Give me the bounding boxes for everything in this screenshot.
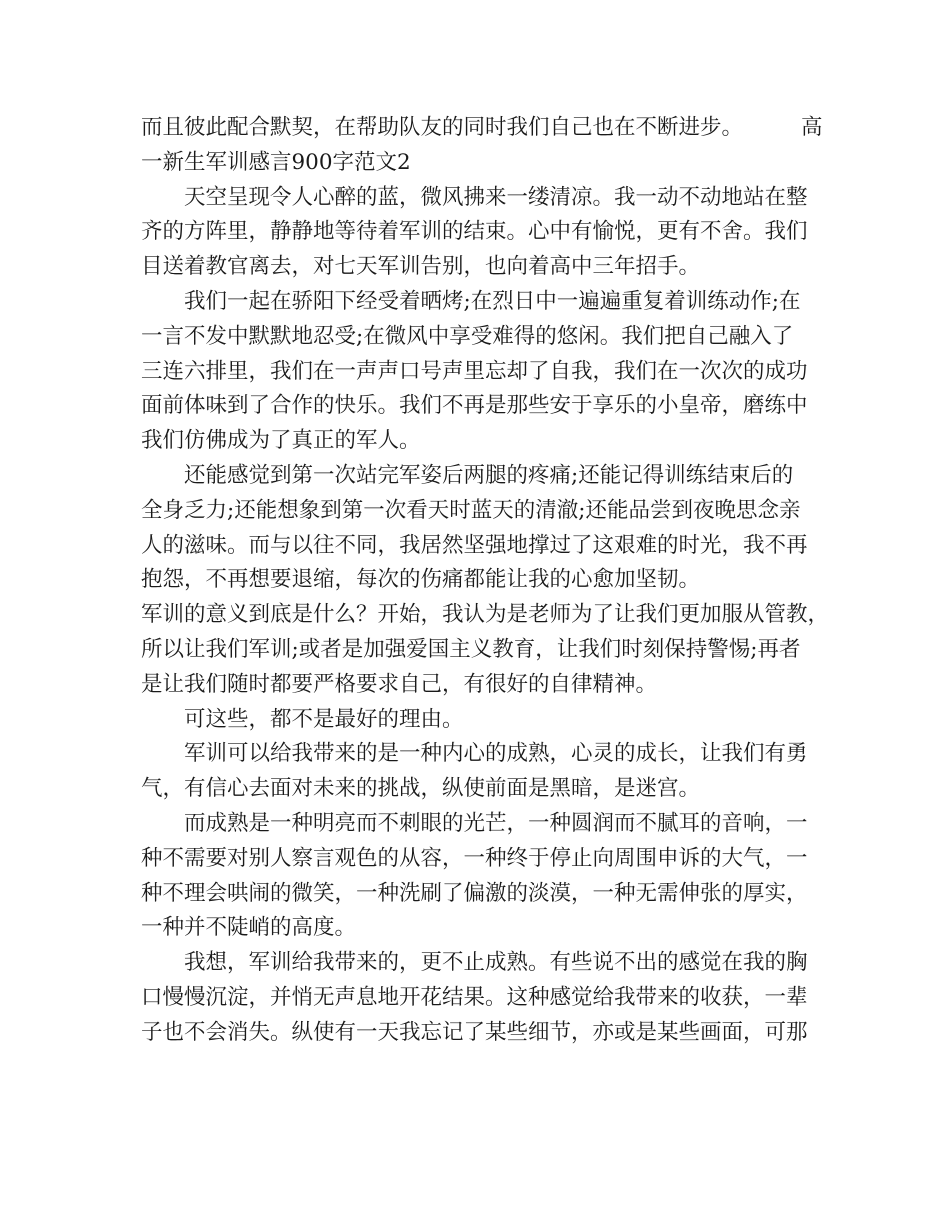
text-line: 我们仿佛成为了真正的军人。 <box>141 428 421 454</box>
heading-line: 一新生军训感言900字范文2 <box>141 149 411 175</box>
text-line <box>141 111 821 146</box>
text-line: 种不理会哄闹的微笑，一种洗刷了偏激的淡漠，一种无需伸张的厚实， <box>141 880 808 906</box>
heading-start: 高 <box>801 115 823 140</box>
text-line: 气，有信心去面对未来的挑战，纵使前面是黑暗，是迷宫。 <box>141 776 701 802</box>
text-line: 一种并不陡峭的高度。 <box>141 915 357 941</box>
text-line: 抱怨，不再想要退缩，每次的伤痛都能让我的心愈加坚韧。 <box>141 567 701 593</box>
text-line: 所以让我们军训;或者是加强爱国主义教育，让我们时刻保持警惕;再者 <box>141 636 801 662</box>
text-line: 子也不会消失。纵使有一天我忘记了某些细节，亦或是某些画面，可那 <box>141 1019 808 1045</box>
text-line: 一言不发中默默地忍受;在微风中享受难得的悠闲。我们把自己融入了 <box>141 323 794 349</box>
paragraph-first-line: 可这些，都不是最好的理由。 <box>184 706 464 732</box>
paragraph-first-line: 天空呈现令人心醉的蓝，微风拂来一缕清凉。我一动不动地站在整 <box>184 184 808 210</box>
text-line: 目送着教官离去，对七天军训告别，也向着高中三年招手。 <box>141 254 701 280</box>
document-body <box>141 111 830 1051</box>
text-line: 人的滋味。而与以往不同，我居然坚强地撑过了这艰难的时光，我不再 <box>141 532 808 558</box>
text-line: 面前体味到了合作的快乐。我们不再是那些安于享乐的小皇帝，磨练中 <box>141 393 808 419</box>
text-line: 种不需要对别人察言观色的从容，一种终于停止向周围申诉的大气，一 <box>141 845 808 871</box>
text-line: 全身乏力;还能想象到第一次看天时蓝天的清澈;还能品尝到夜晚思念亲 <box>141 497 801 523</box>
text-line: 三连六排里，我们在一声声口号声里忘却了自我，我们在一次次的成功 <box>141 358 808 384</box>
paragraph-first-line: 还能感觉到第一次站完军姿后两腿的疼痛;还能记得训练结束后的 <box>184 462 794 488</box>
text-line: 口慢慢沉淀，并悄无声息地开花结果。这种感觉给我带来的收获，一辈 <box>141 984 808 1010</box>
paragraph-first-line: 军训的意义到底是什么？开始，我认为是老师为了让我们更加服从管教， <box>141 602 830 628</box>
text-line: 齐的方阵里，静静地等待着军训的结束。心中有愉悦，更有不舍。我们 <box>141 219 808 245</box>
paragraph-first-line: 我想，军训给我带来的，更不止成熟。有些说不出的感觉在我的胸 <box>184 950 808 976</box>
text-line-content: 而且彼此配合默契，在帮助队友的同时我们自己也在不断进步。 <box>141 115 744 140</box>
text-line: 是让我们随时都要严格要求自己，有很好的自律精神。 <box>141 671 658 697</box>
paragraph-first-line: 而成熟是一种明亮而不刺眼的光芒，一种圆润而不腻耳的音响，一 <box>184 810 808 836</box>
paragraph-first-line: 军训可以给我带来的是一种内心的成熟，心灵的成长，让我们有勇 <box>184 741 808 767</box>
paragraph-first-line: 我们一起在骄阳下经受着晒烤;在烈日中一遍遍重复着训练动作;在 <box>184 288 801 314</box>
